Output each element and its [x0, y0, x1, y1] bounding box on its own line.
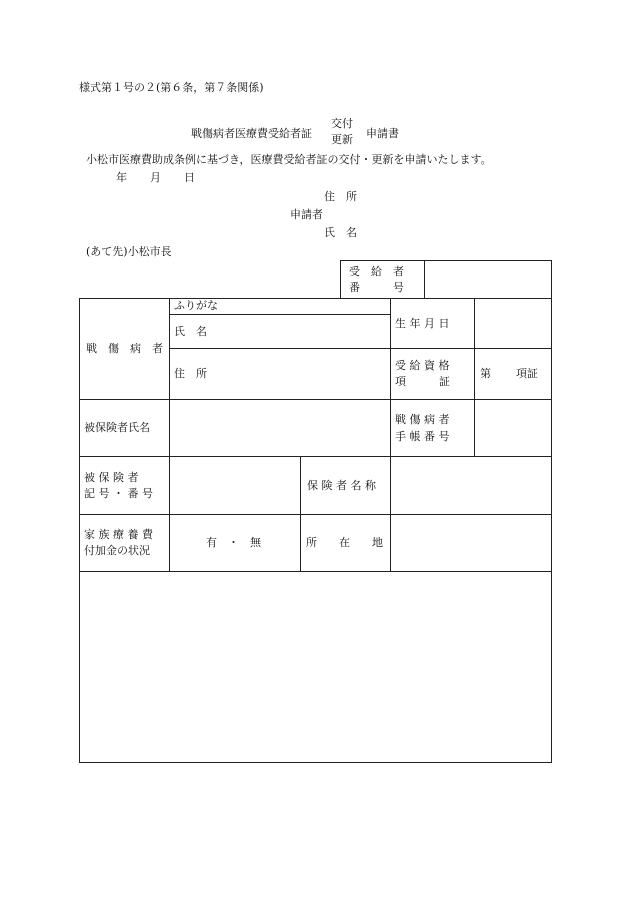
- applicant-label: 申請者: [290, 208, 323, 221]
- location-field[interactable]: [393, 517, 549, 568]
- furigana-label: ふりがな: [174, 299, 218, 312]
- addressee: (あて先)小松市長: [86, 245, 172, 258]
- title-option-renew: 更新: [331, 133, 353, 146]
- patient-address-field[interactable]: [220, 352, 386, 396]
- furigana-field[interactable]: [230, 300, 386, 312]
- eligibility-label-1: 受 給 資 格: [395, 359, 450, 372]
- birthdate-label: 生 年 月 日: [395, 317, 450, 330]
- insured-symbol-field[interactable]: [172, 459, 296, 511]
- family-allowance-label-2: 付加金の状況: [84, 544, 150, 557]
- recipient-number-label-2: 番 号: [349, 281, 404, 294]
- remarks-area[interactable]: [82, 574, 549, 759]
- eligibility-item-field[interactable]: [494, 362, 514, 384]
- insured-symbol-label-2: 記 号 ・ 番 号: [84, 487, 153, 500]
- date-day-label: 日: [184, 171, 195, 184]
- notebook-number-label-1: 戦 傷 病 者: [395, 413, 450, 426]
- patient-name-label: 氏 名: [174, 325, 207, 338]
- family-allowance-choice[interactable]: 有 ・ 無: [206, 536, 261, 549]
- eligibility-value-suffix: 項証: [516, 367, 538, 380]
- date-month-label: 月: [150, 171, 161, 184]
- applicant-name-label: 氏 名: [324, 226, 357, 239]
- patient-address-label: 住 所: [174, 367, 207, 380]
- recipient-number-label-1: 受 給 者: [349, 265, 404, 278]
- notebook-number-label-2: 手 帳 番 号: [395, 430, 450, 443]
- patient-name-field[interactable]: [220, 318, 386, 344]
- eligibility-label-2: 項 証: [395, 375, 450, 388]
- patient-section-label: 戦 傷 病 者: [86, 342, 163, 355]
- date-year-label: 年: [116, 171, 127, 184]
- title-suffix: 申請書: [366, 127, 399, 140]
- form-title: 戦傷病者医療費受給者証: [191, 127, 312, 140]
- birthdate-field[interactable]: [477, 301, 549, 346]
- insured-name-field[interactable]: [172, 402, 386, 452]
- insured-symbol-label-1: 被 保 険 者: [84, 471, 139, 484]
- form-number: 様式第１号の２(第６条，第７条関係): [79, 81, 264, 94]
- intro-text: 小松市医療費助成条例に基づき，医療費受給者証の交付・更新を申請いたします。: [86, 153, 492, 166]
- notebook-number-field[interactable]: [477, 402, 549, 452]
- insurer-name-field[interactable]: [393, 459, 549, 511]
- eligibility-value-prefix: 第: [480, 367, 491, 380]
- family-allowance-label-1: 家 族 療 養 費: [84, 528, 153, 541]
- insurer-name-label: 保 険 者 名 称: [307, 479, 376, 492]
- location-label: 所 在 地: [306, 536, 383, 549]
- recipient-number-field[interactable]: [426, 262, 550, 296]
- title-option-issue: 交付: [331, 117, 353, 130]
- applicant-address-label: 住 所: [324, 190, 357, 203]
- insured-name-label: 被保険者氏名: [84, 421, 150, 434]
